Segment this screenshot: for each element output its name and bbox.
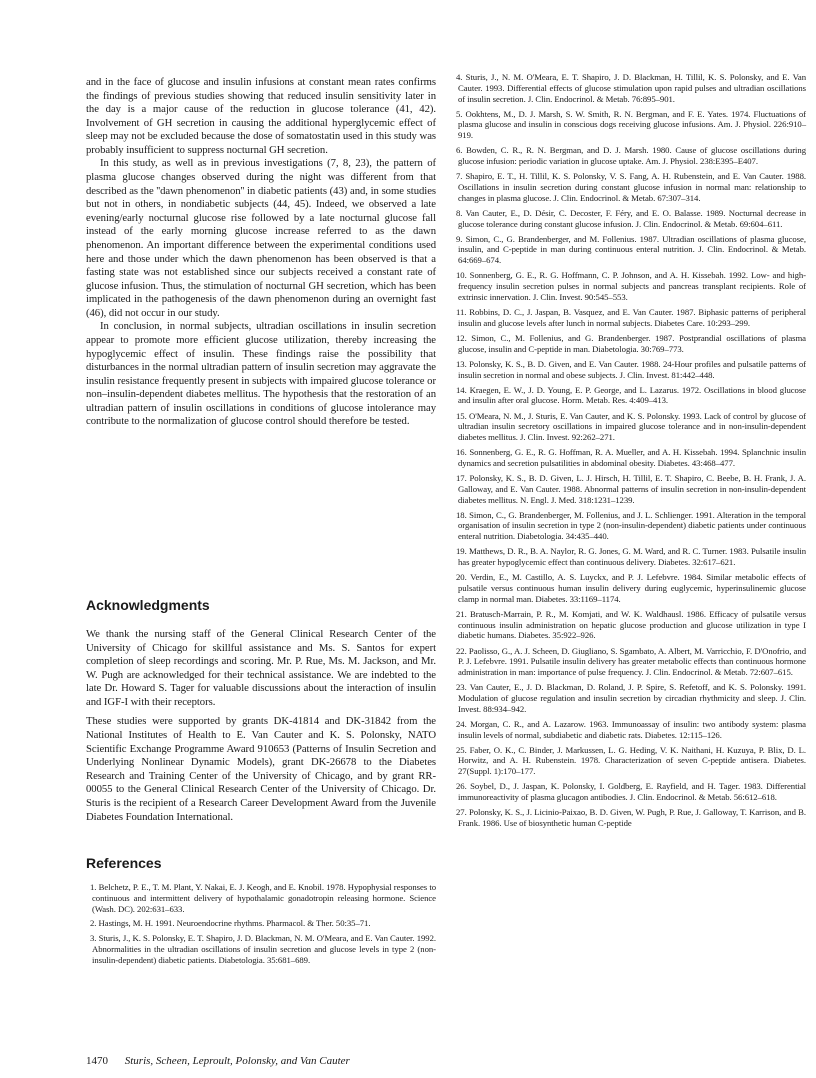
acknowledgments-body xyxy=(86,628,436,824)
references-heading: References xyxy=(86,855,162,871)
reference-item: 26. Soybel, D., J. Jaspan, K. Polonsky, I. Goldberg, E. Rayfield, and H. Tager. 1983. Differential immunoreactivity of plasma glucagon antibodies. J. Clin. Endocrinol. & Metab. 56:612–618. xyxy=(456,781,806,803)
reference-item: 1. Belchetz, P. E., T. M. Plant, Y. Nakai, E. J. Keogh, and E. Knobil. 1978. Hypophysial responses to continuous and intermittent delivery of hypothalamic gonadotropin releasing hormone. Science (Wash. DC). 202:631–633. xyxy=(90,882,436,914)
reference-item: 27. Polonsky, K. S., J. Licinio-Paixao, B. D. Given, W. Pugh, P. Rue, J. Galloway, T. Karrison, and B. Frank. 1986. Use of biosynthetic human C-peptide xyxy=(456,807,806,828)
body-paragraph: and in the face of glucose and insulin infusions at constant mean rates confirms the findings of previous studies showing that reduced insulin sensitivity later in the day is a major cause of the reduction in glucose tolerance (41, 42). Involvement of GH secretion in causing the additional hyperglycemic effect of sleep may not be excluded because the dose of somatostatin used in this study was probably insufficient to suppress nocturnal GH secretion. xyxy=(86,76,436,156)
reference-item: 3. Sturis, J., K. S. Polonsky, E. T. Shapiro, J. D. Blackman, N. M. O'Meara, and E. Van Cauter. 1992. Abnormalities in the ultradian oscillations of insulin secretion and glucose levels in type 2 (non-insulin-dependent) diabetic patients. Diabetologia. 35:681–689. xyxy=(90,933,436,965)
reference-item: 16. Sonnenberg, G. E., R. G. Hoffman, R. A. Mueller, and A. H. Kissebah. 1994. Splanchnic insulin dynamics and secretion pulsatilities in abdominal obesity. Diabetes. 43:468–477. xyxy=(456,447,806,468)
reference-item: 15. O'Meara, N. M., J. Sturis, E. Van Cauter, and K. S. Polonsky. 1993. Lack of control by glucose of ultradian insulin secretory oscillations in impaired glucose tolerance and in non-insulin-dependent diabetes mellitus. J. Clin. Invest. 92:262–271. xyxy=(456,410,806,443)
reference-item: 20. Verdin, E., M. Castillo, A. S. Luyckx, and P. J. Lefebvre. 1984. Similar metabolic effects of pulsatile versus continuous human insulin delivery during euglycemic, hyperinsulinemic glucose clamp in normal man. Diabetes. 33:1169–1174. xyxy=(456,572,806,604)
reference-item: 8. Van Cauter, E., D. Désir, C. Decoster, F. Féry, and E. O. Balasse. 1989. Nocturnal decrease in glucose tolerance during constant glucose infusion. J. Clin. Endocrinol. & Metab. 69:604–611. xyxy=(456,207,806,229)
reference-item: 22. Paolisso, G., A. J. Scheen, D. Giugliano, S. Sgambato, A. Albert, M. Varricchio, F. D'Onofrio, and P. J. Lefebvre. 1991. Pulsatile insulin delivery has greater metabolic effects than continuous hormone administration in man: importance of pulse frequency. J. Clin. Endocrinol. & Metab. 72:607–615. xyxy=(456,645,806,678)
reference-item: 24. Morgan, C. R., and A. Lazarow. 1963. Immunoassay of insulin: two antibody system: plasma insulin levels of normal, subdiabetic and diabetic rats. Diabetes. 12:115–126. xyxy=(456,718,806,740)
body-paragraph: In conclusion, in normal subjects, ultradian oscillations in insulin secretion appear to promote more efficient glucose utilization, thereby increasing the hypoglycemic effect of insulin. These findings raise the possibility that disturbances in the normal ultradian pattern of insulin secretion may aggravate the insulin resistance frequently present in subjects with impaired glucose tolerance or non–insulin-dependent diabetes mellitus. The hypothesis that the restoration of an ultradian pattern of insulin oscillations in conditions of glucose intolerance may contribute to the normalization of glucose control should therefore be tested. xyxy=(86,320,436,428)
reference-item: 6. Bowden, C. R., R. N. Bergman, and D. J. Marsh. 1980. Cause of glucose oscillations during glucose infusion: periodic variation in glucose uptake. Am. J. Physiol. 238:E395–E407. xyxy=(456,145,806,167)
reference-item: 17. Polonsky, K. S., B. D. Given, L. J. Hirsch, H. Tillil, E. T. Shapiro, C. Beebe, B. H. Frank, J. A. Galloway, and E. Van Cauter. 1988. Abnormal patterns of insulin secretion in non-insulin-dependent diabetes mellitus. N. Engl. J. Med. 318:1231–1239. xyxy=(456,473,806,505)
running-head: Sturis, Scheen, Leproult, Polonsky, and Van Cauter xyxy=(124,1055,350,1067)
acknowledgment-paragraph: These studies were supported by grants DK-41814 and DK-31842 from the National Institutes of Health to E. Van Cauter and K. S. Polonsky, NATO Scientific Exchange Programme Award 910653 (Patterns of Insulin Secretion and Underlying Nonlinear Dynamic Models), grant DK-26678 to the Diabetes Research and Training Center of the University of Chicago, and by grant RR-00055 to the General Clinical Research Center of the University of Chicago. Dr. Sturis is the recipient of a Research Career Development Award from the Juvenile Diabetes Foundation International. xyxy=(86,715,436,823)
reference-item: 25. Faber, O. K., C. Binder, J. Markussen, L. G. Heding, V. K. Naithani, H. Kuzuya, P. Blix, D. L. Horwitz, and A. H. Rubenstein. 1978. Characterization of seven C-peptide antisera. Diabetes. 27(Suppl. 1):170–177. xyxy=(456,744,806,777)
reference-item: 18. Simon, C., G. Brandenberger, M. Follenius, and J. L. Schlienger. 1991. Alteration in the temporal organisation of insulin secretion in type 2 (non-insulin-dependent) diabetic patients under continuous enteral nutrition. Diabetologia. 34:435–440. xyxy=(456,509,806,542)
acknowledgments-heading: Acknowledgments xyxy=(86,597,210,613)
reference-item: 10. Sonnenberg, G. E., R. G. Hoffmann, C. P. Johnson, and A. H. Kissebah. 1992. Low- and high-frequency insulin secretion pulses in normal subjects and pancreas transplant recipients. Role of extrinsic innervation. J. Clin. Invest. 90:545–553. xyxy=(456,270,806,302)
reference-item: 12. Simon, C., M. Follenius, and G. Brandenberger. 1987. Postprandial oscillations of plasma glucose, insulin and C-peptide in man. Diabetologia. 30:769–773. xyxy=(456,332,806,354)
left-column-body xyxy=(86,76,436,429)
reference-item: 14. Kraegen, E. W., J. D. Young, E. P. George, and L. Lazarus. 1972. Oscillations in blood glucose and insulin after oral glucose. Horm. Metab. Res. 4:409–413. xyxy=(456,384,806,406)
references-list-left xyxy=(86,882,436,969)
reference-item: 7. Shapiro, E. T., H. Tillil, K. S. Polonsky, V. S. Fang, A. H. Rubenstein, and E. Van Cauter. 1988. Oscillations in insulin secretion during constant glucose infusion in normal man: relationship to changes in plasma glucose. J. Clin. Endocrinol. & Metab. 67:307–314. xyxy=(456,171,806,203)
reference-item: 13. Polonsky, K. S., B. D. Given, and E. Van Cauter. 1988. 24-Hour profiles and pulsatile patterns of insulin secretion in normal and obese subjects. J. Clin. Invest. 81:442–448. xyxy=(456,358,806,380)
page-number: 1470 xyxy=(86,1055,108,1067)
reference-item: 5. Ookhtens, M., D. J. Marsh, S. W. Smith, R. N. Bergman, and F. E. Yates. 1974. Fluctuations of plasma glucose and insulin in conscious dogs receiving glucose infusions. Am. J. Physiol. 226:910–919. xyxy=(456,108,806,141)
reference-item: 23. Van Cauter, E., J. D. Blackman, D. Roland, J. P. Spire, S. Refetoff, and K. S. Polonsky. 1991. Modulation of glucose regulation and insulin secretion by circadian rhythmicity and sleep. J. Clin. Invest. 88:934–942. xyxy=(456,682,806,714)
reference-item: 19. Matthews, D. R., B. A. Naylor, R. G. Jones, G. M. Ward, and R. C. Turner. 1983. Pulsatile insulin has greater hypoglycemic effect than continuous delivery. Diabetes. 32:617–621. xyxy=(456,546,806,568)
body-paragraph: In this study, as well as in previous investigations (7, 8, 23), the pattern of plasma glucose changes observed during the night was different from that described as the ''dawn phenomenon'' in diabetic patients (43) and, in some studies but not in others, in nondiabetic subjects (44, 45). Indeed, we observed a late evening/early nocturnal glucose rise followed by a late nocturnal glucose fall instead of the early morning glucose increase referred to as the dawn phenomenon. An important difference between the experimental conditions used here and those under which the dawn phenomenon has been observed is that a fasting state was not established since our subjects received a constant rate of glucose infusion. Thus, the stimulation of nocturnal GH secretion, which has been implicated in the pathogenesis of the dawn phenomenon during an overnight fast (46), did not occur in our study. xyxy=(86,157,436,319)
reference-item: 4. Sturis, J., N. M. O'Meara, E. T. Shapiro, J. D. Blackman, H. Tillil, K. S. Polonsky, and E. Van Cauter. 1993. Differential effects of glucose stimulation upon rapid pulses and ultradian oscillations of insulin secretion. J. Clin. Endocrinol. & Metab. 76:895–901. xyxy=(456,72,806,104)
references-list-right xyxy=(452,72,806,833)
reference-item: 9. Simon, C., G. Brandenberger, and M. Follenius. 1987. Ultradian oscillations of plasma glucose, insulin, and C-peptide in man during continuous enteral nutrition. J. Clin. Endocrinol. & Metab. 64:669–674. xyxy=(456,233,806,266)
reference-item: 11. Robbins, D. C., J. Jaspan, B. Vasquez, and E. Van Cauter. 1987. Biphasic patterns of peripheral insulin and glucose levels after lunch in normal subjects. Diabetes Care. 10:293–299. xyxy=(456,306,806,328)
page-footer xyxy=(86,1055,350,1067)
reference-item: 21. Bratusch-Marrain, P. R., M. Komjati, and W. K. Waldhausl. 1986. Efficacy of pulsatile versus continuous insulin administration on hepatic glucose production and glucose utilization in type I diabetic humans. Diabetes. 35:922–926. xyxy=(456,608,806,641)
acknowledgment-paragraph: We thank the nursing staff of the General Clinical Research Center of the University of Chicago for skillful assistance and Ms. S. Santos for expert completion of sleep recordings and scoring. Mr. P. Rue, Ms. M. Jackson, and Mr. W. Pugh are acknowledged for their technical assistance. We are indebted to the late Dr. Howard S. Tager for valuable discussions about the interaction of insulin and IGF-I with their receptors. xyxy=(86,628,436,708)
reference-item: 2. Hastings, M. H. 1991. Neuroendocrine rhythms. Pharmacol. & Ther. 50:35–71. xyxy=(90,918,371,929)
